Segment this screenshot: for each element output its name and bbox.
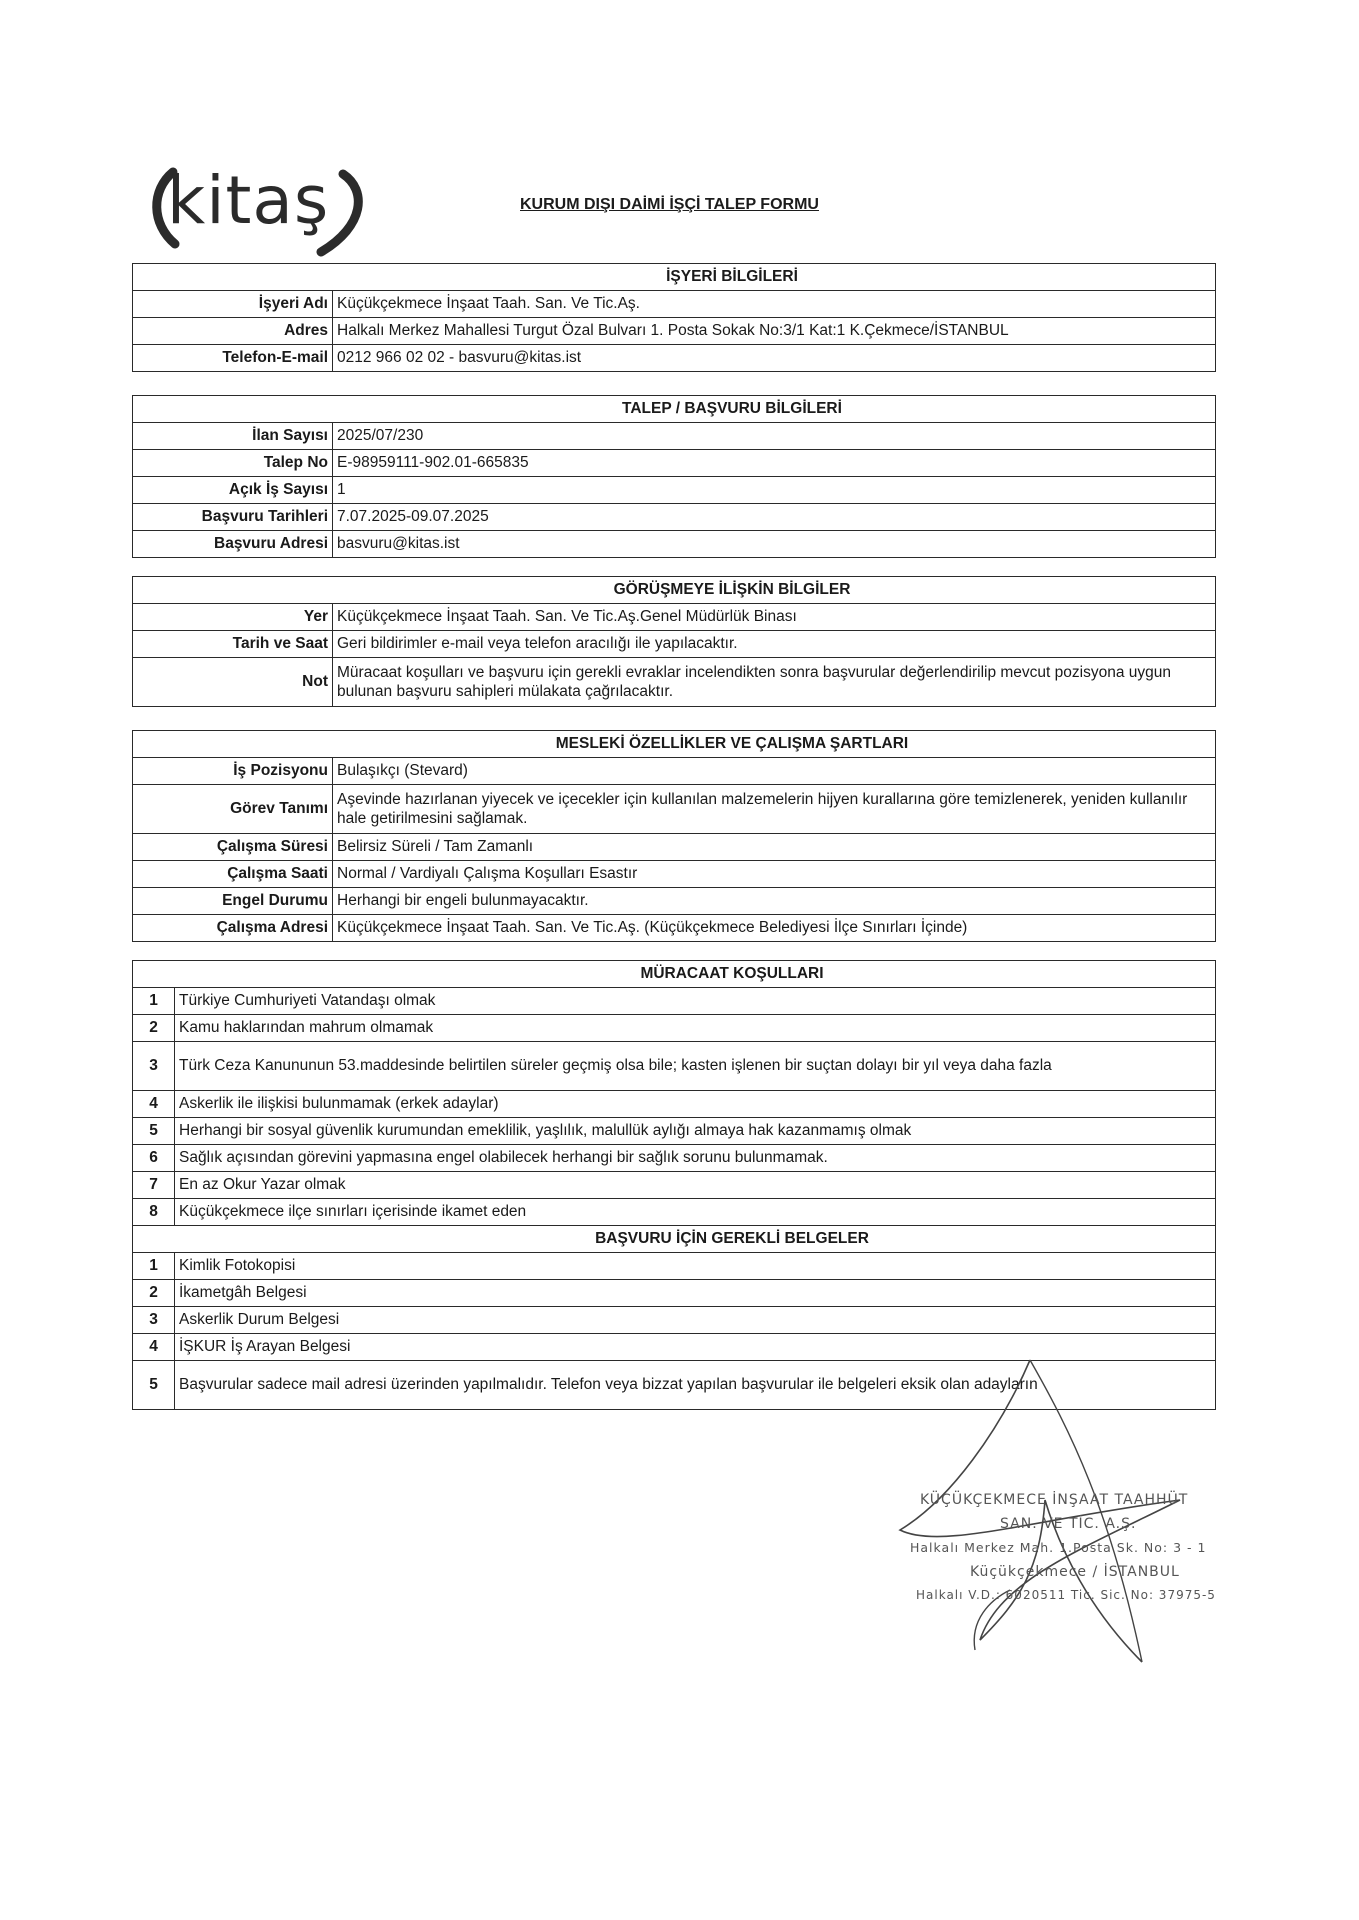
isyeri-table <box>132 263 1216 372</box>
table-row <box>133 915 1216 942</box>
row-value: Başvurular sadece mail adresi üzerinden yapılmalıdır. Telefon veya bizzat yapılan başvurular ile belgeleri eksik olan adayların <box>175 1361 1216 1410</box>
gorusme-rows <box>133 604 1216 707</box>
muracaat-rows <box>133 988 1216 1226</box>
mesleki-table <box>132 730 1216 942</box>
row-number: 3 <box>133 1042 175 1091</box>
isyeri-rows <box>133 291 1216 372</box>
row-label: Başvuru Adresi <box>133 531 333 558</box>
row-value: E-98959111-902.01-665835 <box>333 450 1216 477</box>
row-value: Türk Ceza Kanununun 53.maddesinde belirtilen süreler geçmiş olsa bile; kasten işlenen bir suçtan dolayı bir yıl veya daha fazla <box>175 1042 1216 1091</box>
gorusme-title: GÖRÜŞMEYE İLİŞKİN BİLGİLER <box>133 577 1216 604</box>
table-row <box>133 1307 1216 1334</box>
row-label: Başvuru Tarihleri <box>133 504 333 531</box>
row-value: Askerlik ile ilişkisi bulunmamak (erkek adaylar) <box>175 1091 1216 1118</box>
company-logo <box>145 160 375 260</box>
logo-text: kitaş <box>167 162 330 239</box>
row-number: 5 <box>133 1361 175 1410</box>
row-label: İşyeri Adı <box>133 291 333 318</box>
row-value: Türkiye Cumhuriyeti Vatandaşı olmak <box>175 988 1216 1015</box>
belgeler-title: BAŞVURU İÇİN GEREKLİ BELGELER <box>133 1226 1216 1253</box>
table-row <box>133 1042 1216 1091</box>
row-number: 6 <box>133 1145 175 1172</box>
table-row <box>133 861 1216 888</box>
row-value: Normal / Vardiyalı Çalışma Koşulları Esastır <box>333 861 1216 888</box>
table-row <box>133 631 1216 658</box>
table-row <box>133 318 1216 345</box>
row-number: 4 <box>133 1334 175 1361</box>
row-label: Çalışma Süresi <box>133 834 333 861</box>
row-value: Küçükçekmece ilçe sınırları içerisinde ikamet eden <box>175 1199 1216 1226</box>
row-number: 2 <box>133 1280 175 1307</box>
table-row <box>133 658 1216 707</box>
row-number: 7 <box>133 1172 175 1199</box>
table-row <box>133 345 1216 372</box>
mesleki-title: MESLEKİ ÖZELLİKLER VE ÇALIŞMA ŞARTLARI <box>133 731 1216 758</box>
row-value: Sağlık açısından görevini yapmasına engel olabilecek herhangi bir sağlık sorunu bulunmamak. <box>175 1145 1216 1172</box>
row-value: Küçükçekmece İnşaat Taah. San. Ve Tic.Aş. (Küçükçekmece Belediyesi İlçe Sınırları İçinde) <box>333 915 1216 942</box>
company-stamp <box>880 1350 1260 1670</box>
table-row <box>133 1091 1216 1118</box>
row-label: Adres <box>133 318 333 345</box>
row-number: 2 <box>133 1015 175 1042</box>
row-label: Çalışma Adresi <box>133 915 333 942</box>
talep-title: TALEP / BAŞVURU BİLGİLERİ <box>133 396 1216 423</box>
stamp-line-3: Halkalı Merkez Mah. 1.Posta Sk. No: 3 - 1 <box>910 1540 1207 1555</box>
table-row <box>133 785 1216 834</box>
form-title: KURUM DIŞI DAİMİ İŞÇİ TALEP FORMU <box>520 196 819 213</box>
row-label: İş Pozisyonu <box>133 758 333 785</box>
row-value: En az Okur Yazar olmak <box>175 1172 1216 1199</box>
row-number: 3 <box>133 1307 175 1334</box>
row-label: Talep No <box>133 450 333 477</box>
stamp-line-2: SAN. VE TİC. A.Ş. <box>1000 1516 1137 1532</box>
stamp-line-4: Küçükçekmece / İSTANBUL <box>970 1564 1180 1580</box>
row-value: Küçükçekmece İnşaat Taah. San. Ve Tic.Aş. <box>333 291 1216 318</box>
gorusme-table <box>132 576 1216 707</box>
table-row <box>133 1199 1216 1226</box>
row-value: Belirsiz Süreli / Tam Zamanlı <box>333 834 1216 861</box>
table-row <box>133 834 1216 861</box>
table-row <box>133 450 1216 477</box>
talep-table <box>132 395 1216 558</box>
muracaat-title: MÜRACAAT KOŞULLARI <box>133 961 1216 988</box>
row-value: basvuru@kitas.ist <box>333 531 1216 558</box>
row-value: Küçükçekmece İnşaat Taah. San. Ve Tic.Aş.Genel Müdürlük Binası <box>333 604 1216 631</box>
row-label: Tarih ve Saat <box>133 631 333 658</box>
row-value: Geri bildirimler e-mail veya telefon aracılığı ile yapılacaktır. <box>333 631 1216 658</box>
row-value: Askerlik Durum Belgesi <box>175 1307 1216 1334</box>
table-row <box>133 504 1216 531</box>
row-label: Yer <box>133 604 333 631</box>
table-row <box>133 291 1216 318</box>
row-value: 1 <box>333 477 1216 504</box>
table-row <box>133 604 1216 631</box>
signature-icon <box>880 1350 1260 1670</box>
table-row <box>133 1280 1216 1307</box>
row-value: 0212 966 02 02 - basvuru@kitas.ist <box>333 345 1216 372</box>
row-value: 2025/07/230 <box>333 423 1216 450</box>
row-value: Kimlik Fotokopisi <box>175 1253 1216 1280</box>
table-row <box>133 423 1216 450</box>
row-label: Engel Durumu <box>133 888 333 915</box>
isyeri-title: İŞYERİ BİLGİLERİ <box>133 264 1216 291</box>
table-row <box>133 531 1216 558</box>
row-label: Not <box>133 658 333 707</box>
row-value: Herhangi bir sosyal güvenlik kurumundan emeklilik, yaşlılık, malullük aylığı almaya hak kazanmamış olmak <box>175 1118 1216 1145</box>
row-number: 1 <box>133 1253 175 1280</box>
table-row <box>133 477 1216 504</box>
table-row <box>133 1118 1216 1145</box>
row-number: 5 <box>133 1118 175 1145</box>
table-row <box>133 1172 1216 1199</box>
row-value: İkametgâh Belgesi <box>175 1280 1216 1307</box>
row-value: Halkalı Merkez Mahallesi Turgut Özal Bulvarı 1. Posta Sokak No:3/1 Kat:1 K.Çekmece/İSTANBUL <box>333 318 1216 345</box>
row-label: Telefon-E-mail <box>133 345 333 372</box>
row-value: Aşevinde hazırlanan yiyecek ve içecekler için kullanılan malzemelerin hijyen kurallarına göre temizlenerek, yeniden kullanılır hale getirilmesini sağlamak. <box>333 785 1216 834</box>
row-value: Kamu haklarından mahrum olmamak <box>175 1015 1216 1042</box>
row-label: İlan Sayısı <box>133 423 333 450</box>
mesleki-rows <box>133 758 1216 942</box>
row-number: 4 <box>133 1091 175 1118</box>
stamp-line-1: KÜÇÜKÇEKMECE İNŞAAT TAAHHÜT <box>920 1492 1189 1508</box>
table-row <box>133 888 1216 915</box>
stamp-line-5: Halkalı V.D.: 6020511 Tic. Sic. No: 37975-5 <box>916 1588 1216 1602</box>
table-row <box>133 988 1216 1015</box>
row-value: İŞKUR İş Arayan Belgesi <box>175 1334 1216 1361</box>
talep-rows <box>133 423 1216 558</box>
row-value: Müracaat koşulları ve başvuru için gerekli evraklar incelendikten sonra başvurular değerlendirilip mevcut pozisyona uygun bulunan başvuru sahipleri mülakata çağrılacaktır. <box>333 658 1216 707</box>
row-number: 1 <box>133 988 175 1015</box>
row-value: Herhangi bir engeli bulunmayacaktır. <box>333 888 1216 915</box>
muracaat-table <box>132 960 1216 1410</box>
row-value: Bulaşıkçı (Stevard) <box>333 758 1216 785</box>
row-number: 8 <box>133 1199 175 1226</box>
row-label: Açık İş Sayısı <box>133 477 333 504</box>
row-label: Görev Tanımı <box>133 785 333 834</box>
row-label: Çalışma Saati <box>133 861 333 888</box>
row-value: 7.07.2025-09.07.2025 <box>333 504 1216 531</box>
table-row <box>133 1015 1216 1042</box>
table-row <box>133 758 1216 785</box>
table-row <box>133 1253 1216 1280</box>
table-row <box>133 1145 1216 1172</box>
